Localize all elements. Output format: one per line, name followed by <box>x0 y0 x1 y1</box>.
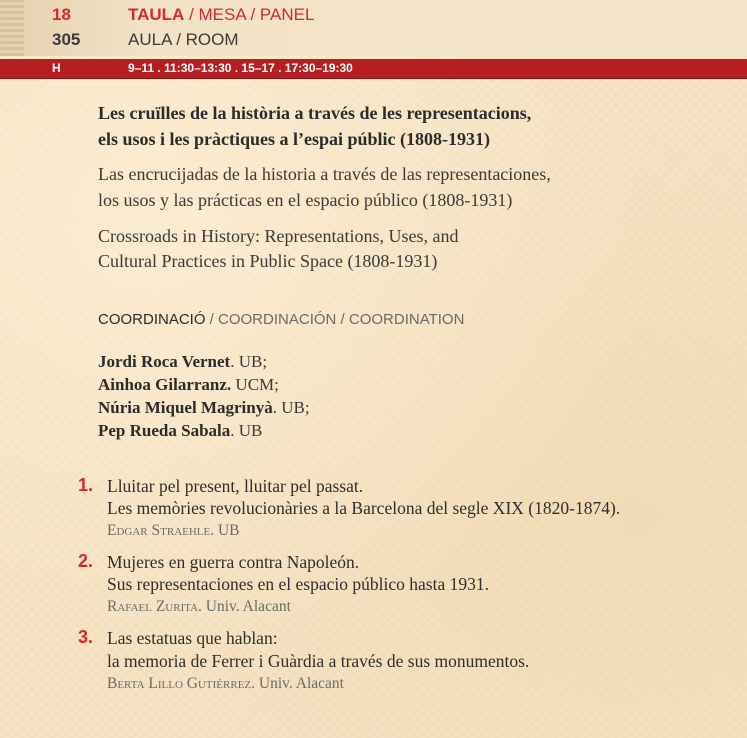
room-number: 305 <box>52 30 81 49</box>
paper-title-line: Sus representaciones en el espacio público hasta 1931. <box>107 574 489 594</box>
title-english-line-2: Cultural Practices in Public Space (1808-1931) <box>98 251 438 271</box>
paper-title-line: Las estatuas que hablan: <box>107 628 278 648</box>
author-affiliation: Univ. Alacant <box>201 598 291 615</box>
room-label: AULA / ROOM <box>128 30 239 49</box>
title-catalan-line-2: els usos i les pràctiques a l’espai públic (1808-1931) <box>98 129 491 149</box>
coordination-heading <box>98 311 464 328</box>
paper-number: 1. <box>78 475 94 495</box>
coordinator-name: Ainhoa Gilarranz. <box>98 375 232 394</box>
paper-number: 3. <box>78 627 94 647</box>
paper-title-line: Lluitar pel present, lluitar pel passat. <box>107 476 364 496</box>
schedule-code: H <box>52 61 61 75</box>
coordinator-name: Núria Miquel Magrinyà <box>98 398 273 417</box>
author-affiliation: UB <box>214 522 240 539</box>
author-name: Berta Lillo Gutiérrez. <box>107 675 256 692</box>
parchment-edge <box>0 0 24 56</box>
author-name: Rafael Zurita. <box>107 598 202 615</box>
title-english-line-1: Crossroads in History: Representations, Uses, and <box>98 226 459 246</box>
paper-title-line: Les memòries revolucionàries a la Barcelona del segle XIX (1820-1874). <box>107 498 621 518</box>
title-spanish-line-2: los usos y las prácticas en el espacio público (1808-1931) <box>98 190 513 210</box>
paper-author <box>107 522 240 540</box>
table-label-rest: / MESA / PANEL <box>184 5 315 24</box>
paper-number: 2. <box>78 551 94 571</box>
coordinator <box>98 398 310 418</box>
paper-title-line: Mujeres en guerra contra Napoleón. <box>107 552 360 572</box>
author-name: Edgar Straehle. <box>107 522 215 539</box>
coordinator <box>98 375 279 395</box>
coordinator-affiliation: . UB; <box>230 352 268 371</box>
coordinator <box>98 352 267 372</box>
session-header <box>0 0 747 56</box>
paper-author <box>107 598 291 616</box>
schedule-times: 9–11 . 11:30–13:30 . 15–17 . 17:30–19:30 <box>128 61 353 75</box>
coordination-label-main: COORDINACIÓ <box>98 311 206 328</box>
title-catalan-line-1: Les cruïlles de la història a través de les representacions, <box>98 103 532 123</box>
coordinator-name: Jordi Roca Vernet <box>98 352 231 371</box>
coordinator-affiliation: . UB; <box>272 398 310 417</box>
author-affiliation: Univ. Alacant <box>255 675 344 692</box>
paper-author <box>107 675 344 693</box>
title-spanish-line-1: Las encrucijadas de la historia a través de las representaciones, <box>98 164 551 184</box>
coordinator-affiliation: . UB <box>230 421 263 440</box>
table-label-primary: TAULA <box>128 5 185 24</box>
table-number: 18 <box>52 5 71 24</box>
table-label <box>128 5 314 25</box>
coordinator-name: Pep Rueda Sabala <box>98 421 231 440</box>
schedule-bar <box>0 59 747 79</box>
coordinator-affiliation: UCM; <box>231 375 279 394</box>
coordination-label-rest: / COORDINACIÓN / COORDINATION <box>205 311 465 328</box>
paper-title-line: la memoria de Ferrer i Guàrdia a través de sus monumentos. <box>107 651 530 671</box>
coordinator <box>98 421 262 441</box>
